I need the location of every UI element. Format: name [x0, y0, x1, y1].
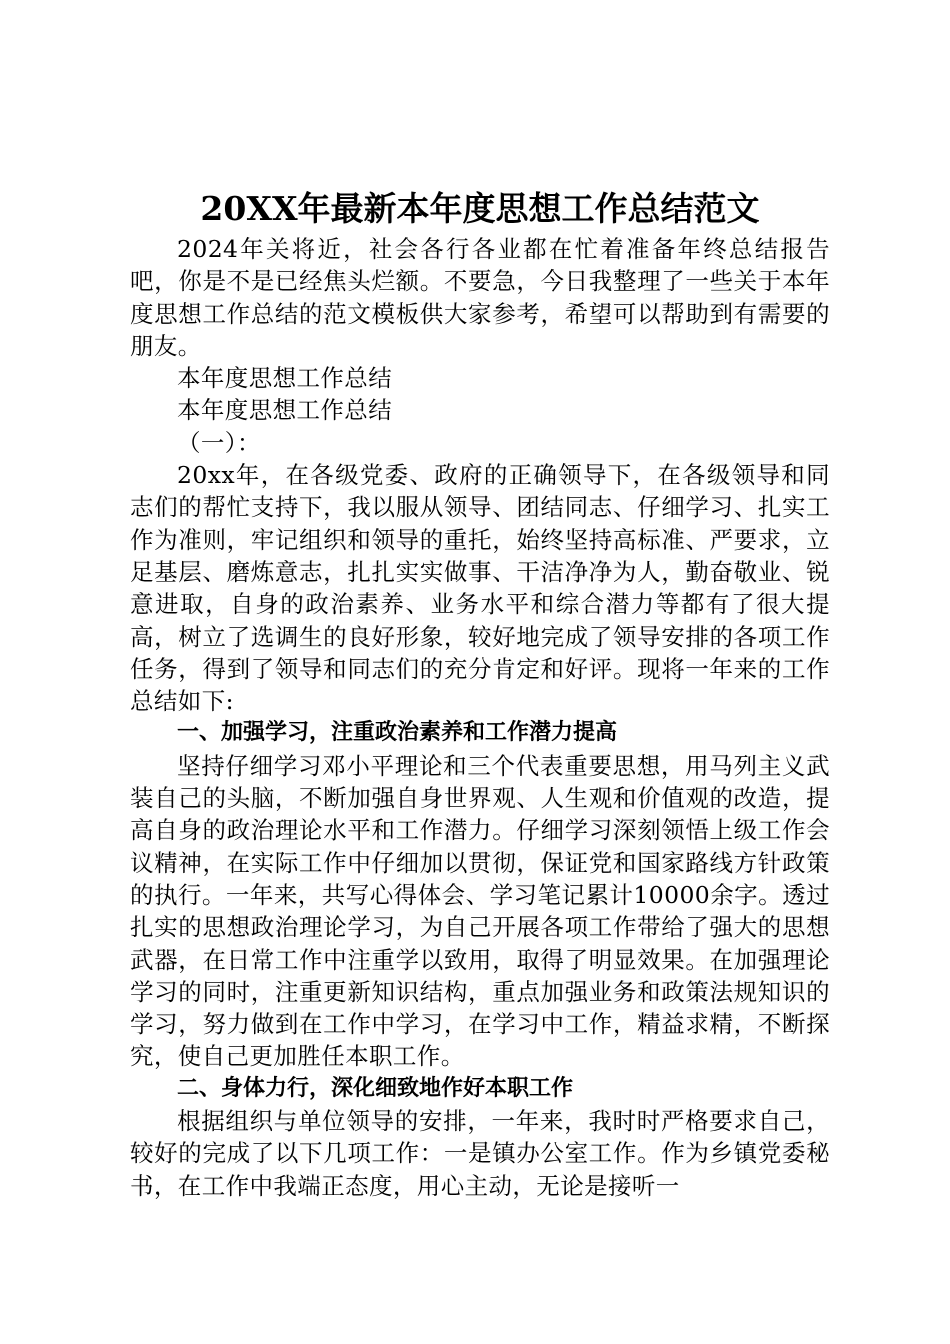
- subtitle-line: 本年度思想工作总结: [177, 364, 393, 393]
- document-page: [130, 185, 830, 1202]
- document-title: 20XX年最新本年度思想工作总结范文: [200, 189, 760, 228]
- part-marker: （一）：: [177, 428, 261, 457]
- intro-paragraph: 2024年关将近，社会各行各业都在忙着准备年终总结报告吧，你是不是已经焦头烂额。不要急，今日我整理了一些关于本年度思想工作总结的范文模板供大家参考，希望可以帮助到有需要的朋友。: [130, 235, 830, 360]
- subtitle-line: 本年度思想工作总结: [177, 396, 393, 425]
- body-paragraph: 坚持仔细学习邓小平理论和三个代表重要思想，用马列主义武装自己的头脑，不断加强自身世界观、人生观和价值观的改造，提高自身的政治理论水平和工作潜力。仔细学习深刻领悟上级工作会议精神，在实际工作中仔细加以贯彻，保证党和国家路线方针政策的执行。一年来，共写心得体会、学习笔记累计10000余字。透过扎实的思想政治理论学习，为自己开展各项工作带给了强大的思想武器，在日常工作中注重学以致用，取得了明显效果。在加强理论学习的同时，注重更新知识结构，重点加强业务和政策法规知识的学习，努力做到在工作中学习，在学习中工作，精益求精，不断探究，使自己更加胜任本职工作。: [130, 751, 830, 1071]
- body-paragraph: 根据组织与单位领导的安排，一年来，我时时严格要求自己，较好的完成了以下几项工作：一是镇办公室工作。作为乡镇党委秘书，在工作中我端正态度，用心主动，无论是接听一: [130, 1107, 830, 1200]
- section-heading: 二、身体力行，深化细致地作好本职工作: [177, 1075, 574, 1101]
- section-heading: 一、加强学习，注重政治素养和工作潜力提高: [177, 720, 618, 746]
- body-paragraph: 20xx年，在各级党委、政府的正确领导下，在各级领导和同志们的帮忙支持下，我以服从领导、团结同志、仔细学习、扎实工作为准则，牢记组织和领导的重托，始终坚持高标准、严要求，立足基层、磨炼意志，扎扎实实做事、干洁净净为人，勤奋敬业、锐意进取，自身的政治素养、业务水平和综合潜力等都有了很大提高，树立了选调生的良好形象，较好地完成了领导安排的各项工作任务，得到了领导和同志们的充分肯定和好评。现将一年来的工作总结如下:: [130, 461, 830, 716]
